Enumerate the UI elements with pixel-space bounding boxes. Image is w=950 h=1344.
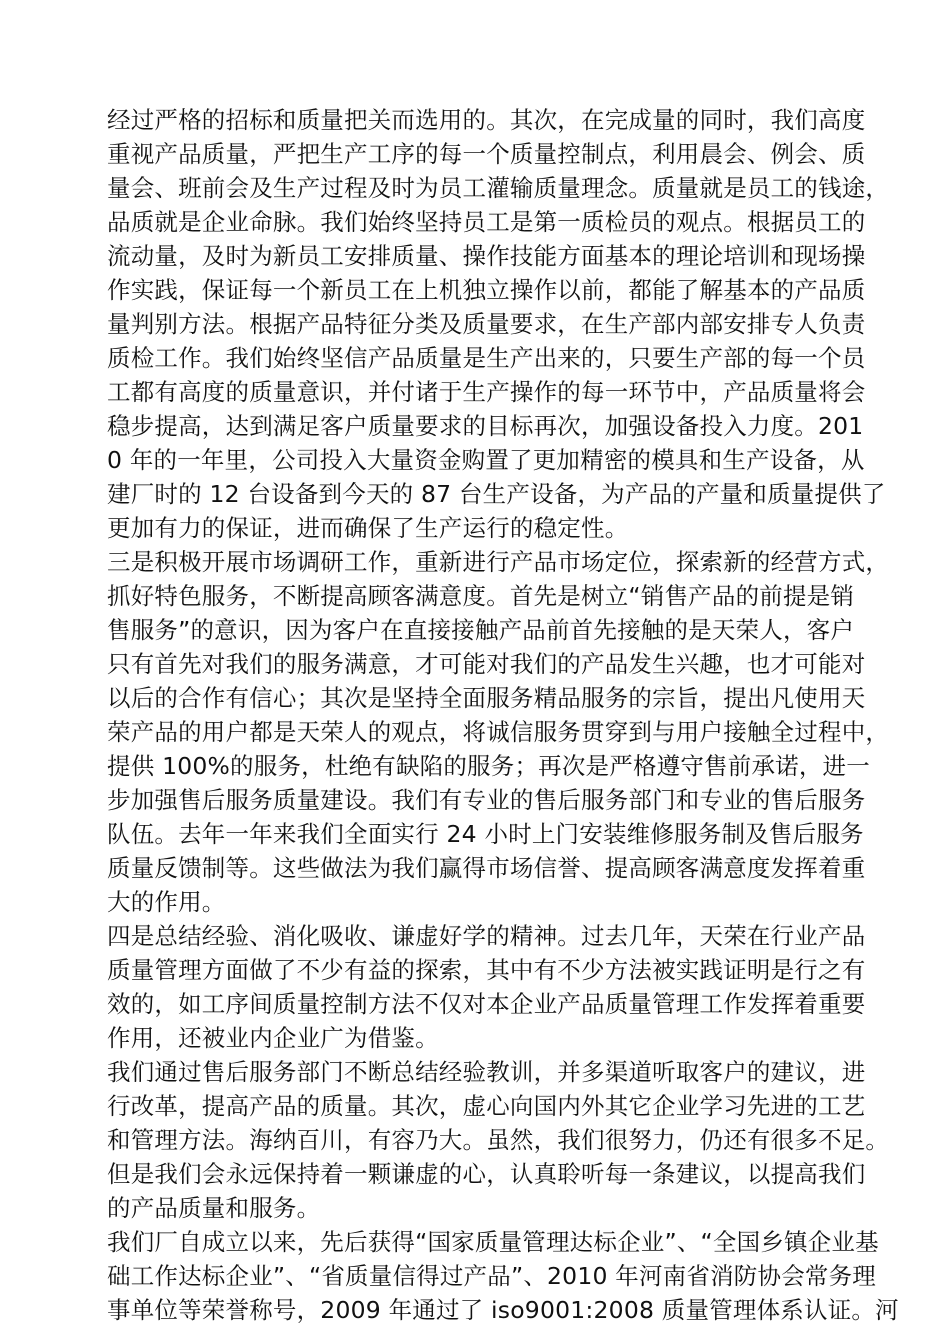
text-line: 的产品质量和服务。 [107,1194,321,1222]
text-line: 只有首先对我们的服务满意，才可能对我们的产品发生兴趣，也才可能对 [107,650,866,678]
text-line: 质量反馈制等。这些做法为我们赢得市场信誉、提高顾客满意度发挥着重 [107,854,866,882]
text-line: 工都有高度的质量意识，并付诸于生产操作的每一环节中，产品质量将会 [107,378,866,406]
text-line: 以后的合作有信心；其次是坚持全面服务精品服务的宗旨，提出凡使用天 [107,684,866,712]
text-line: 提供 100%的服务，杜绝有缺陷的服务；再次是严格遵守售前承诺，进一 [107,752,870,780]
text-line: 更加有力的保证，进而确保了生产运行的稳定性。 [107,514,629,542]
text-line: 四是总结经验、消化吸收、谦虚好学的精神。过去几年，天荣在行业产品 [107,922,866,950]
text-line: 大的作用。 [107,888,226,916]
text-line: 重视产品质量，严把生产工序的每一个质量控制点，利用晨会、例会、质 [107,140,866,168]
text-line: 步加强售后服务质量建设。我们有专业的售后服务部门和专业的售后服务 [107,786,866,814]
text-line: 品质就是企业命脉。我们始终坚持员工是第一质检员的观点。根据员工的 [107,208,866,236]
text-line: 我们通过售后服务部门不断总结经验教训，并多渠道听取客户的建议，进 [107,1058,866,1086]
text-line: 但是我们会永远保持着一颗谦虚的心，认真聆听每一条建议，以提高我们 [107,1160,866,1188]
text-line: 行改革，提高产品的质量。其次，虚心向国内外其它企业学习先进的工艺 [107,1092,866,1120]
text-line: 质检工作。我们始终坚信产品质量是生产出来的，只要生产部的每一个员 [107,344,866,372]
text-line: 队伍。去年一年来我们全面实行 24 小时上门安装维修服务制及售后服务 [107,820,864,848]
text-line: 础工作达标企业”、“省质量信得过产品”、2010 年河南省消防协会常务理 [107,1262,876,1290]
text-line: 事单位等荣誉称号，2009 年通过了 iso9001:2008 质量管理体系认证。河 [107,1296,899,1324]
text-line: 作实践，保证每一个新员工在上机独立操作以前，都能了解基本的产品质 [107,276,866,304]
text-line: 流动量，及时为新员工安排质量、操作技能方面基本的理论培训和现场操 [107,242,866,270]
text-line: 作用，还被业内企业广为借鉴。 [107,1024,439,1052]
text-line: 量会、班前会及生产过程及时为员工灌输质量理念。质量就是员工的钱途， [107,174,890,202]
text-line: 抓好特色服务，不断提高顾客满意度。首先是树立“销售产品的前提是销 [107,582,855,610]
text-line: 我们厂自成立以来，先后获得“国家质量管理达标企业”、“全国乡镇企业基 [107,1228,879,1256]
text-line: 量判别方法。根据产品特征分类及质量要求，在生产部内部安排专人负责 [107,310,866,338]
text-line: 稳步提高，达到满足客户质量要求的目标再次，加强设备投入力度。201 [107,412,864,440]
text-line: 效的，如工序间质量控制方法不仅对本企业产品质量管理工作发挥着重要 [107,990,866,1018]
text-line: 质量管理方面做了不少有益的探索，其中有不少方法被实践证明是行之有 [107,956,866,984]
text-line: 三是积极开展市场调研工作，重新进行产品市场定位，探索新的经营方式， [107,548,890,576]
text-line: 0 年的一年里，公司投入大量资金购置了更加精密的模具和生产设备，从 [107,446,865,474]
text-line: 售服务”的意识，因为客户在直接接触产品前首先接触的是天荣人，客户 [107,616,855,644]
text-line: 荣产品的用户都是天荣人的观点，将诚信服务贯穿到与用户接触全过程中， [107,718,890,746]
text-line: 和管理方法。海纳百川，有容乃大。虽然，我们很努力，仍还有很多不足。 [107,1126,890,1154]
text-line: 建厂时的 12 台设备到今天的 87 台生产设备，为产品的产量和质量提供了 [107,480,886,508]
text-line: 经过严格的招标和质量把关而选用的。其次，在完成量的同时，我们高度 [107,106,866,134]
